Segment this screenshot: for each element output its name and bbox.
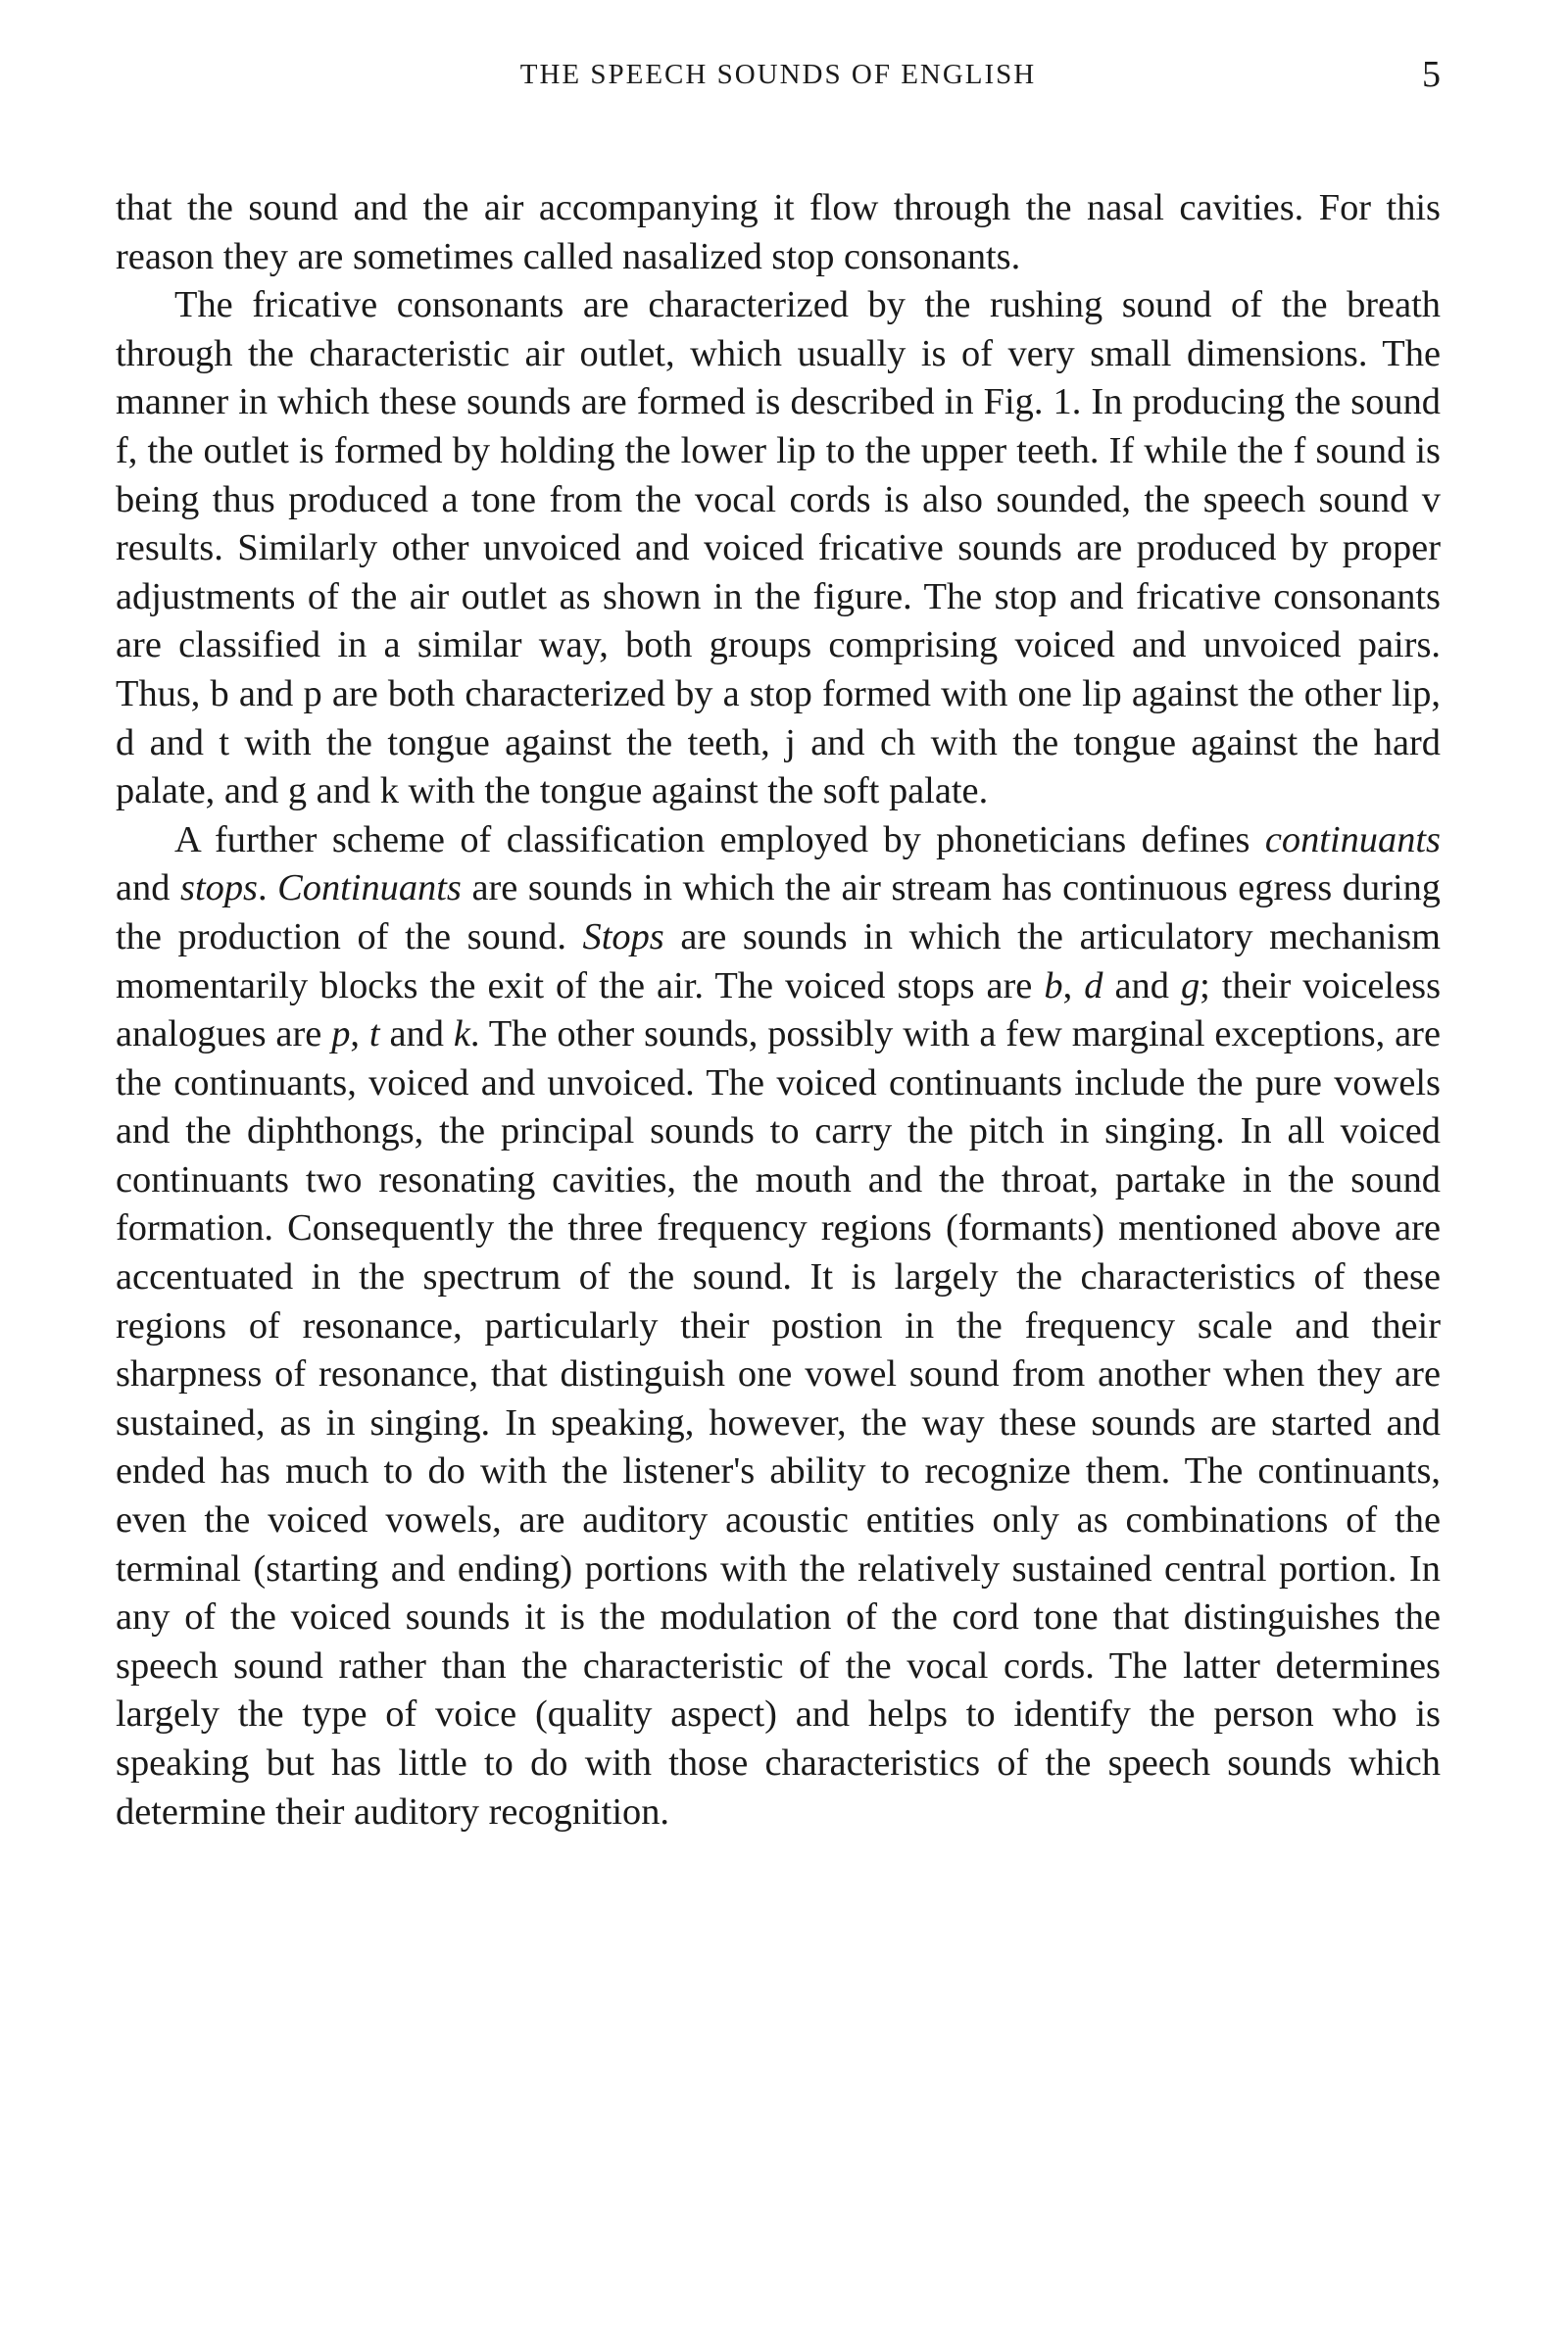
text-run: are sounds in which the air stream has continuous egress during the production of the sound. bbox=[116, 867, 1441, 957]
italic-term: Stops bbox=[582, 915, 664, 957]
text-run: . bbox=[257, 867, 278, 909]
text-run: and bbox=[1102, 964, 1181, 1006]
italic-term: Continuants bbox=[277, 867, 462, 909]
paragraph-continuants-stops bbox=[116, 816, 1441, 1837]
italic-term: continuants bbox=[1264, 818, 1441, 860]
body-text bbox=[116, 184, 1441, 1837]
text-run: ; their voiceless analogues are bbox=[116, 964, 1442, 1055]
page-number: 5 bbox=[1422, 54, 1441, 95]
italic-letter: p bbox=[331, 1013, 351, 1055]
italic-letter: g bbox=[1180, 964, 1200, 1006]
italic-letter: k bbox=[453, 1013, 470, 1055]
text-run: , bbox=[1062, 964, 1085, 1006]
book-page bbox=[116, 53, 1441, 1837]
text-run: and bbox=[116, 867, 181, 909]
text-run: , bbox=[350, 1013, 369, 1055]
text-run: . The other sounds, possibly with a few marginal exceptions, are the continuants, voiced and unvoiced. The voiced continuants include the pure vowels and the diphthongs, the principal sounds to carry the pitch in singing. In all voiced continuants two resonating cavities, the mouth and the throat, partake in the sound formation. Consequently the three frequency regions (formants) mentioned above are accentuated in the spectrum of the sound. It is largely the characteristics of these regions of resonance, particularly their postion in the frequency scale and their sharpness of resonance, that distinguish one vowel sound from another when they are sustained, as in singing. In speaking, however, the way these sounds are started and ended has much to do with the listener's ability to recognize them. The continuants, even the voiced vowels, are auditory acoustic entities only as combinations of the terminal (starting and ending) portions with the relatively sustained central portion. In any of the voiced sounds it is the modulation of the cord tone that distinguishes the speech sound rather than the characteristic of the vocal cords. The latter determines largely the type of voice (quality aspect) and helps to identify the person who is speaking but has little to do with those characteristics of the speech sounds which determine their auditory recognition. bbox=[116, 1013, 1441, 1833]
running-title: THE SPEECH SOUNDS OF ENGLISH bbox=[519, 59, 1037, 90]
text-run: and bbox=[379, 1013, 454, 1055]
italic-letter: b bbox=[1044, 964, 1063, 1006]
text-run: are sounds in which the articulatory mechanism momentarily blocks the exit of the air. The voiced stops are bbox=[116, 915, 1441, 1006]
text-run: A further scheme of classification employed by phoneticians defines bbox=[174, 818, 1265, 860]
italic-letter: t bbox=[368, 1013, 380, 1055]
italic-term: stops bbox=[180, 867, 258, 909]
running-head bbox=[116, 53, 1441, 102]
paragraph-nasal-continuation: that the sound and the air accompanying it flow through the nasal cavities. For this reason they are sometimes called nasalized stop consonants. bbox=[116, 187, 1441, 277]
paragraph-fricatives: The fricative consonants are characterized by the rushing sound of the breath through the characteristic air outlet, which usually is of very small dimensions. The manner in which these sounds are formed is described in Fig. 1. In producing the sound f, the outlet is formed by holding the lower lip to the upper teeth. If while the f sound is being thus produced a tone from the vocal cords is also sounded, the speech sound v results. Similarly other unvoiced and voiced fricative sounds are produced by proper adjustments of the air outlet as shown in the figure. The stop and fricative consonants are classified in a similar way, both groups comprising voiced and unvoiced pairs. Thus, b and p are both characterized by a stop formed with one lip against the other lip, d and t with the tongue against the teeth, j and ch with the tongue against the hard palate, and g and k with the tongue against the soft palate. bbox=[116, 284, 1441, 812]
italic-letter: d bbox=[1084, 964, 1103, 1006]
